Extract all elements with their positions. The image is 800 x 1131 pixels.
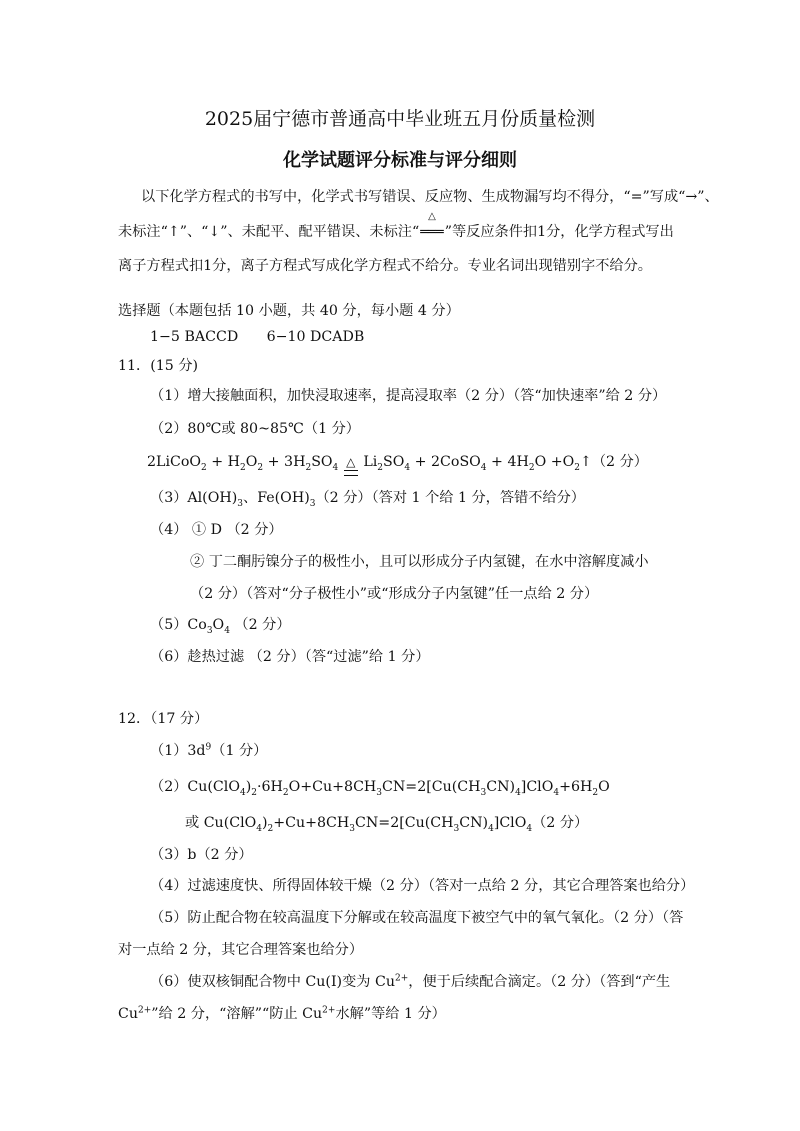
choice-heading: 选择题（本题包括 10 小题，共 40 分，每小题 4 分） [118, 303, 460, 319]
q11-answer-4-1: （4） ① D （2 分） [150, 522, 283, 538]
text-part: CN=2[Cu(CH [382, 779, 481, 795]
q11-equation [147, 452, 648, 472]
eq-sub: 2 [201, 462, 207, 473]
q11-answer-5 [150, 615, 291, 635]
text-part: +Cu+8CH [273, 815, 350, 831]
text-part: 水解”等给 1 分） [335, 1006, 446, 1022]
sub: 3 [309, 498, 316, 509]
eq-part: + H [206, 454, 241, 470]
text-part: 或 Cu(ClO [185, 815, 257, 831]
eq-part: + 3H [263, 454, 306, 470]
q12-answer-3: （3）b（2 分） [150, 847, 253, 863]
sub: 3 [453, 823, 460, 834]
q11-answer-2: （2）80℃或 80~85℃（1 分） [150, 421, 360, 437]
eq-part: + 2CoSO [410, 454, 481, 470]
sub: 2 [251, 787, 257, 798]
q12-answer-5-line-1: （5）防止配合物在较高温度下分解或在较高温度下被空气中的氧气氧化。（2 分）（答 [150, 910, 684, 926]
text-part: （6）使双核铜配合物中 Cu(I)变为 Cu [150, 974, 395, 990]
text-part: +6H [559, 779, 593, 795]
text-part: 、Fe(OH) [243, 490, 310, 506]
text-part: （2 分） [532, 815, 589, 831]
page-subtitle: 化学试题评分标准与评分细则 [283, 150, 517, 171]
text-part: CN) [486, 779, 516, 795]
text-part: ·6H [256, 779, 283, 795]
q11-answer-3 [150, 488, 585, 508]
q12-heading: 12．（17 分） [118, 711, 209, 727]
eq-part: O +O [534, 454, 575, 470]
text-part: O [598, 779, 610, 795]
intro-line-3: 离子方程式扣1分，离子方程式写成化学方程式不给分。专业名词出现错别字不给分。 [118, 258, 652, 274]
heat-sign [343, 452, 359, 472]
text-part: ) [261, 815, 268, 831]
sub: 3 [349, 823, 356, 834]
choice-answers: 1−5 BACCD 6−10 DCADB [150, 329, 365, 345]
eq-part: Li [363, 454, 378, 470]
sub: 3 [376, 787, 383, 798]
text-part: （2 分） [229, 617, 291, 633]
sup: 2+ [138, 1005, 152, 1016]
sub: 2 [592, 787, 599, 798]
q12-answer-2-line-1 [150, 777, 610, 797]
text-part: CN=2[Cu(CH [355, 815, 454, 831]
heating-condition [419, 211, 444, 243]
sub: 2 [282, 787, 289, 798]
text-part: Cu [118, 1006, 138, 1022]
eq-sub: 2 [377, 462, 384, 473]
eq-sub: 2 [528, 462, 535, 473]
eq-sub: 2 [240, 462, 246, 473]
eq-part: + 4H [486, 454, 529, 470]
sub: 3 [237, 498, 243, 509]
sub: 3 [480, 787, 487, 798]
text-part: （2）Cu(ClO [150, 779, 240, 795]
sup: 2+ [322, 1005, 336, 1016]
q12-answer-5-line-2: 对一点给 2 分，其它合理答案也给分） [118, 942, 364, 958]
text-part: ，便于后续配合滴定。（2 分）（答到“产生 [408, 974, 671, 990]
sub: 4 [515, 787, 521, 798]
sup: 2+ [394, 973, 409, 984]
intro-line-1: 以下化学方程式的书写中，化学式书写错误、反应物、生成物漏写均不得分，“=”写成“→”、 [141, 189, 719, 205]
text-part: ]ClO [493, 815, 527, 831]
text-part: （2 分）（答对 1 个给 1 分，答错不给分） [315, 490, 585, 506]
heat-triangle: △ [346, 455, 356, 469]
eq-sub: 2 [574, 462, 580, 473]
sub: 4 [224, 625, 230, 636]
q11-answer-1: （1）增大接触面积，加快浸取速率，提高浸取率（2 分）（答“加快速率”给 2 分） [150, 388, 667, 404]
q12-answer-1 [150, 741, 267, 761]
eq-part: SO [383, 454, 405, 470]
text-part: （3）Al(OH) [150, 490, 238, 506]
text-part: CN) [459, 815, 489, 831]
q12-answer-4: （4）过滤速度快、所得固体较干燥（2 分）（答对一点给 2 分，其它合理答案也给分） [150, 878, 695, 894]
eq-sub: 4 [404, 462, 411, 473]
intro-line-2 [118, 211, 674, 243]
q12-answer-2-line-2 [185, 813, 588, 833]
q12-answer-6-line-1 [150, 972, 670, 992]
text-part: （1）3d [150, 743, 206, 759]
q11-answer-6: （6）趁热过滤 （2 分）（答“过滤”给 1 分） [150, 649, 430, 665]
eq-part: O [245, 454, 258, 470]
page-title: 2025届宁德市普通高中毕业班五月份质量检测 [204, 108, 596, 130]
intro-line-2-b: ”等反应条件扣1分，化学方程式写出 [444, 224, 674, 240]
sub: 4 [553, 787, 560, 798]
sup: 9 [205, 742, 212, 753]
eq-sub: 4 [332, 462, 339, 473]
text-part: （1 分） [211, 743, 268, 759]
q12-answer-6-line-2 [118, 1004, 446, 1024]
text-part: ]ClO [520, 779, 554, 795]
sub: 2 [267, 823, 274, 834]
heating-triangle: △ [428, 211, 436, 222]
intro-line-2-a: 未标注“↑”、“↓”、未配平、配平错误、未标注“ [118, 224, 420, 240]
eq-sub: 2 [305, 462, 312, 473]
q11-heading: 11．(15 分) [118, 358, 199, 374]
text-part: O+Cu+8CH [288, 779, 377, 795]
q11-answer-4-2: ② 丁二酮肟镍分子的极性小，且可以形成分子内氢键，在水中溶解度减小 [190, 554, 649, 570]
sub: 3 [206, 625, 213, 636]
eq-part: 2LiCoO [147, 454, 202, 470]
eq-part: ↑（2 分） [579, 454, 648, 470]
sub: 4 [239, 787, 246, 798]
text-part: ”给 2 分，“溶解”“防止 Cu [151, 1006, 323, 1022]
sub: 4 [488, 823, 494, 834]
text-part: （5）Co [150, 617, 207, 633]
eq-sub: 4 [480, 462, 487, 473]
sub: 4 [256, 823, 262, 834]
eq-part: SO [311, 454, 333, 470]
equals-bar: ═══ [420, 225, 444, 240]
eq-sub: 2 [257, 462, 264, 473]
text-part: ) [245, 779, 252, 795]
q11-answer-4-3: （2 分）（答对“分子极性小”或“形成分子内氢键”任一点给 2 分） [190, 586, 599, 602]
sub: 4 [526, 823, 533, 834]
heat-bars [344, 470, 358, 476]
text-part: O [212, 617, 225, 633]
